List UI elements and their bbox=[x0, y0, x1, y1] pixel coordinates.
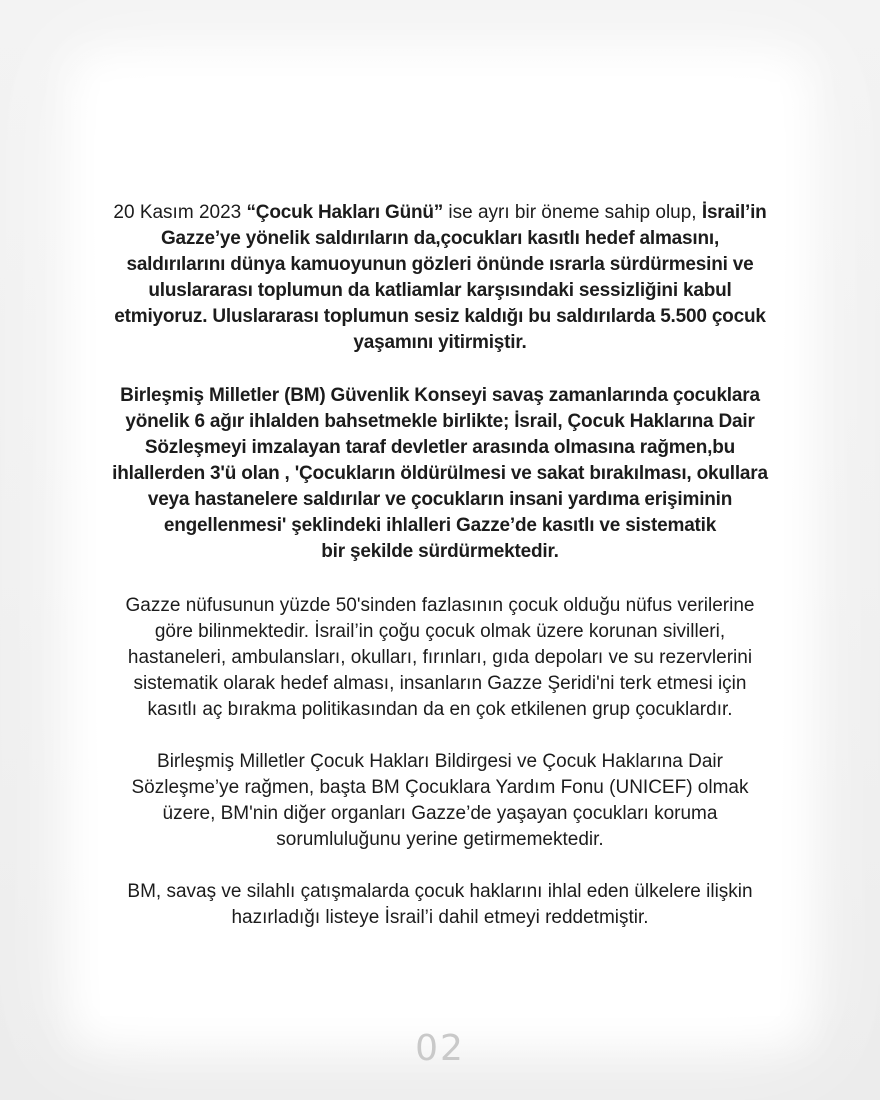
text-line: Gazze nüfusunun yüzde 50'sinden fazlasının çocuk olduğu nüfus verilerine bbox=[125, 595, 755, 616]
paragraph-un-organs bbox=[60, 749, 820, 853]
article-body bbox=[60, 200, 820, 957]
text-line bbox=[60, 200, 820, 226]
text-span: “Çocuk Hakları Günü” bbox=[246, 202, 444, 223]
text-line: kasıtlı aç bırakma politikasından da en çok etkilenen grup çocuklardır. bbox=[147, 699, 733, 720]
text-line: yaşamını yitirmiştir. bbox=[353, 332, 527, 353]
text-line: hazırladığı listeye İsrail’i dahil etmeyi reddetmiştir. bbox=[231, 907, 649, 928]
paragraph-un-security-council bbox=[60, 383, 820, 565]
text-line: yönelik 6 ağır ihlalden bahsetmekle birlikte; İsrail, Çocuk Haklarına Dair bbox=[125, 411, 755, 432]
text-line: engellenmesi' şeklindeki ihlalleri Gazze’de kasıtlı ve sistematik bbox=[163, 515, 717, 536]
text-line: Sözleşmeyi imzalayan taraf devletler arasında olmasına rağmen,bu bbox=[144, 437, 736, 458]
text-line: ihlallerden 3'ü olan , 'Çocukların öldürülmesi ve sakat bırakılması, okullara bbox=[112, 463, 768, 484]
text-span: 20 Kasım 2023 bbox=[113, 202, 247, 223]
text-line: Gazze’ye yönelik saldırıların da,çocukları kasıtlı hedef almasını, bbox=[160, 228, 720, 249]
text-line: Sözleşme’ye rağmen, başta BM Çocuklara Yardım Fonu (UNICEF) olmak bbox=[131, 777, 749, 798]
text-line: sorumluluğunu yerine getirmemektedir. bbox=[276, 829, 604, 850]
text-line: bir şekilde sürdürmektedir. bbox=[321, 541, 559, 562]
paragraph-un-list bbox=[60, 879, 820, 931]
text-line: uluslararası toplumun da katliamlar karşısındaki sessizliğini kabul bbox=[148, 280, 732, 301]
text-span: ise ayrı bir öneme sahip olup, bbox=[443, 202, 702, 223]
text-line: göre bilinmektedir. İsrail’in çoğu çocuk olmak üzere korunan sivilleri, bbox=[154, 621, 726, 642]
paragraph-population bbox=[60, 593, 820, 723]
page-number: 02 bbox=[415, 1028, 465, 1069]
text-line: sistematik olarak hedef alması, insanların Gazze Şeridi'ni terk etmesi için bbox=[133, 673, 747, 694]
text-line: Birleşmiş Milletler Çocuk Hakları Bildirgesi ve Çocuk Haklarına Dair bbox=[157, 751, 723, 772]
text-line: üzere, BM'nin diğer organları Gazze’de yaşayan çocukları koruma bbox=[162, 803, 718, 824]
paragraph-childrens-day bbox=[60, 200, 820, 356]
text-line: etmiyoruz. Uluslararası toplumun sesiz kaldığı bu saldırılarda 5.500 çocuk bbox=[114, 306, 766, 327]
text-line: hastaneleri, ambulansları, okulları, fırınları, gıda depoları ve su rezervlerini bbox=[127, 647, 753, 668]
text-line: BM, savaş ve silahlı çatışmalarda çocuk haklarını ihlal eden ülkelere ilişkin bbox=[127, 881, 753, 902]
text-line: veya hastanelere saldırılar ve çocukların insani yardıma erişiminin bbox=[147, 489, 733, 510]
text-span: İsrail’in bbox=[701, 202, 767, 223]
text-line: Birleşmiş Milletler (BM) Güvenlik Konseyi savaş zamanlarında çocuklara bbox=[120, 385, 760, 406]
text-line: saldırılarını dünya kamuoyunun gözleri önünde ısrarla sürdürmesini ve bbox=[126, 254, 754, 275]
